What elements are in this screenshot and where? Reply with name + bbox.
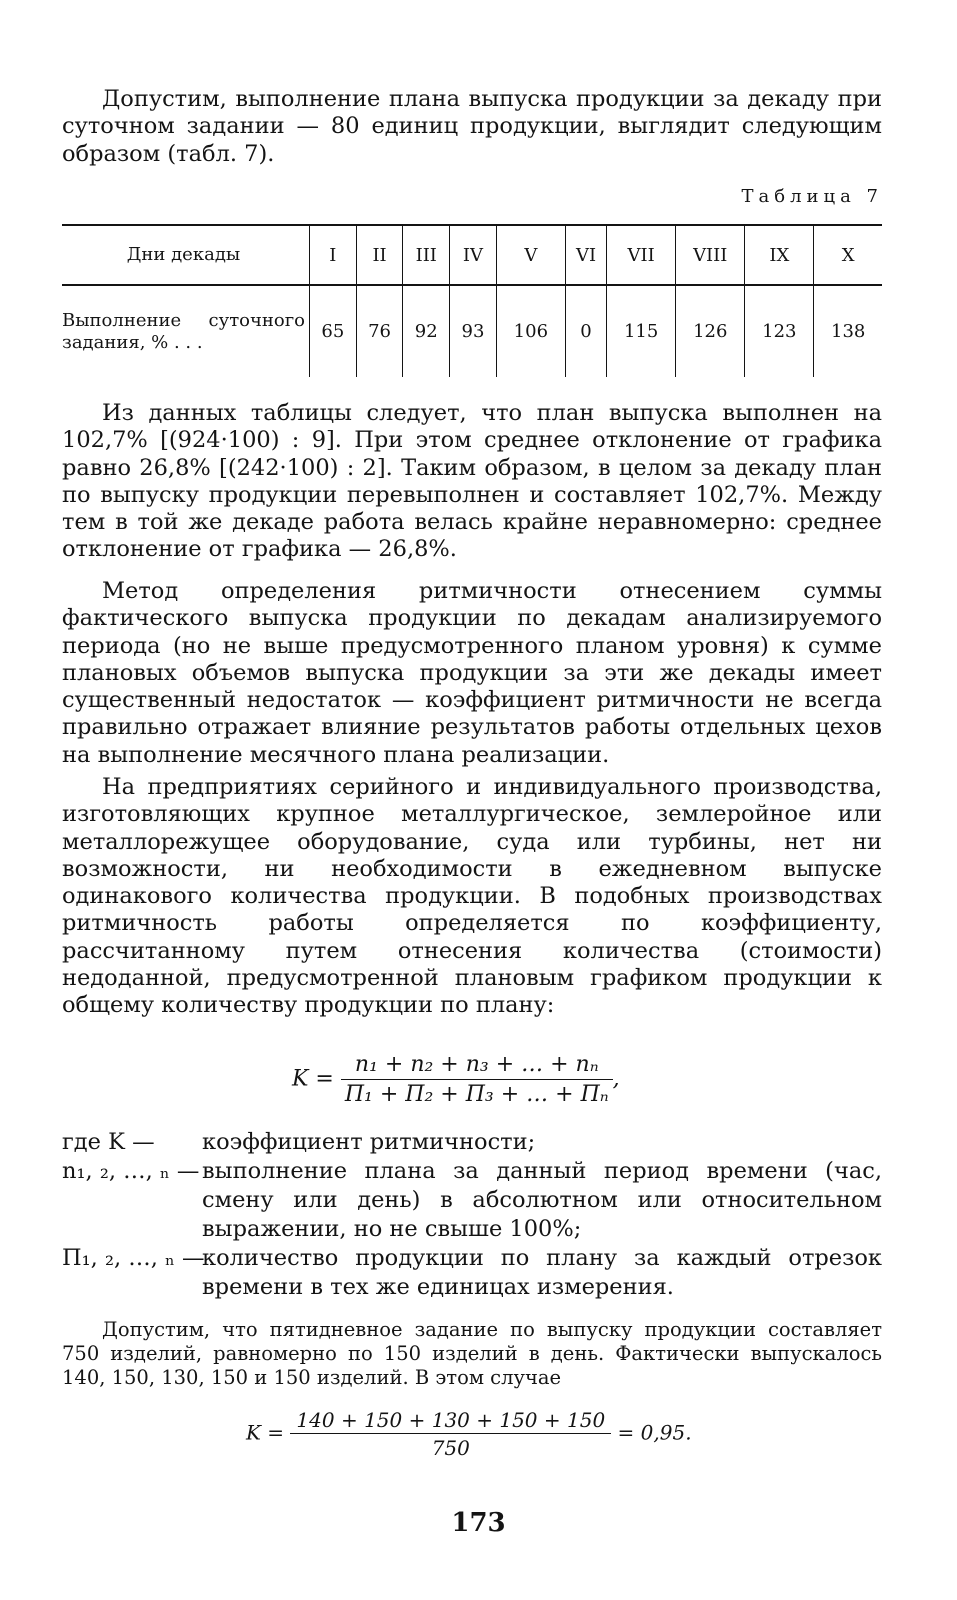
table-cell: 92 <box>403 285 450 377</box>
table-cell: 123 <box>745 285 814 377</box>
rhythm-formula <box>292 1052 620 1107</box>
page-number: 173 <box>451 1508 506 1538</box>
definition-item <box>62 1157 882 1244</box>
table-cell: 76 <box>356 285 403 377</box>
example-formula-lhs: K = <box>246 1420 285 1445</box>
column-header: III <box>403 225 450 285</box>
column-header: II <box>356 225 403 285</box>
paragraph-method: Метод определения ритмичности отнесением суммы фактического выпуска продукции по декадам анализируемого периода (но не выше предусмотренного планом уровня) к сумме плановых объемов выпуска продукции за эти же декады имеет существенный недостаток — коэффициент ритмичности не всегда правильно отражает влияние результатов работы отдельных цехов на выполнение месячного плана реализации. <box>62 578 882 768</box>
table-cell: 0 <box>565 285 606 377</box>
table-cell: 115 <box>607 285 676 377</box>
column-header: V <box>496 225 565 285</box>
table-cell: 126 <box>676 285 745 377</box>
table-row <box>62 285 882 377</box>
example-formula-denominator: 750 <box>431 1436 470 1460</box>
formula-suffix: , <box>612 1066 620 1092</box>
definition-text: коэффициент ритмичности; <box>202 1129 536 1155</box>
column-header: VI <box>565 225 606 285</box>
formula-fraction <box>341 1052 613 1107</box>
definitions-list <box>62 1128 882 1302</box>
table-cell: 138 <box>814 285 882 377</box>
formula-numerator: n₁ + n₂ + n₃ + … + nₙ <box>341 1052 613 1080</box>
column-header: IV <box>450 225 497 285</box>
column-header: X <box>814 225 882 285</box>
intro-paragraph: Допустим, выполнение плана выпуска продукции за декаду при суточном задании — 80 единиц продукции, выглядит следующим образом (табл. 7). <box>62 86 882 167</box>
formula-lhs: K = <box>292 1066 334 1092</box>
definition-symbol: где K — <box>62 1129 155 1155</box>
formula-denominator: П₁ + П₂ + П₃ + … + Пₙ <box>344 1082 609 1107</box>
column-header: IX <box>745 225 814 285</box>
table-cell: 93 <box>450 285 497 377</box>
table-cell: 106 <box>496 285 565 377</box>
table-cell: 65 <box>310 285 357 377</box>
definition-text: выполнение плана за данный период времени (час, смену или день) в абсолютном или относительном выражении, но не свыше 100%; <box>202 1158 882 1242</box>
column-header: VIII <box>676 225 745 285</box>
example-paragraph: Допустим, что пятидневное задание по выпуску продукции составляет 750 изделий, равномерно по 150 изделий в день. Фактически выпускалось 140, 150, 130, 150 и 150 изделий. В этом случае <box>62 1318 882 1389</box>
header-label: Дни декады <box>62 225 310 285</box>
paragraph-serial-production: На предприятиях серийного и индивидуального производства, изготовляющих крупное металлургическое, землеройное или металлорежущее оборудование, суда или турбины, нет ни возможности, ни необходимости в ежедневном выпуске одинакового количества продукции. В подобных производствах ритмичность работы определяется по коэффициенту, рассчитанному путем отнесения количества (стоимости) недоданной, предусмотренной плановым графиком продукции к общему количеству продукции по плану: <box>62 774 882 1019</box>
definition-symbol: n₁, ₂, …, ₙ — <box>62 1158 200 1184</box>
definition-text: количество продукции по плану за каждый отрезок времени в тех же единицах измерения. <box>202 1245 882 1300</box>
column-header: VII <box>607 225 676 285</box>
example-formula-result: = 0,95. <box>617 1420 692 1445</box>
paragraph-analysis: Из данных таблицы следует, что план выпуска выполнен на 102,7% [(924·100) : 9]. При этом среднее отклонение от графика равно 26,8% [(242·100) : 2]. Таким образом, в целом за декаду план по выпуску продукции перевыполнен и составляет 102,7%. Между тем в той же декаде работа велась крайне неравномерно: среднее отклонение от графика — 26,8%. <box>62 400 882 563</box>
column-header: I <box>310 225 357 285</box>
table-header-row <box>62 225 882 285</box>
example-formula-numerator: 140 + 150 + 130 + 150 + 150 <box>290 1408 611 1434</box>
table-caption: Таблица 7 <box>741 186 883 207</box>
example-formula-fraction <box>290 1408 611 1460</box>
definition-symbol: П₁, ₂, …, ₙ — <box>62 1245 205 1271</box>
data-table <box>62 224 882 377</box>
row-label: Выполнение суточного задания, % . . . <box>62 309 305 353</box>
example-formula <box>246 1408 692 1460</box>
definition-item <box>62 1244 882 1302</box>
definition-item <box>62 1128 882 1157</box>
